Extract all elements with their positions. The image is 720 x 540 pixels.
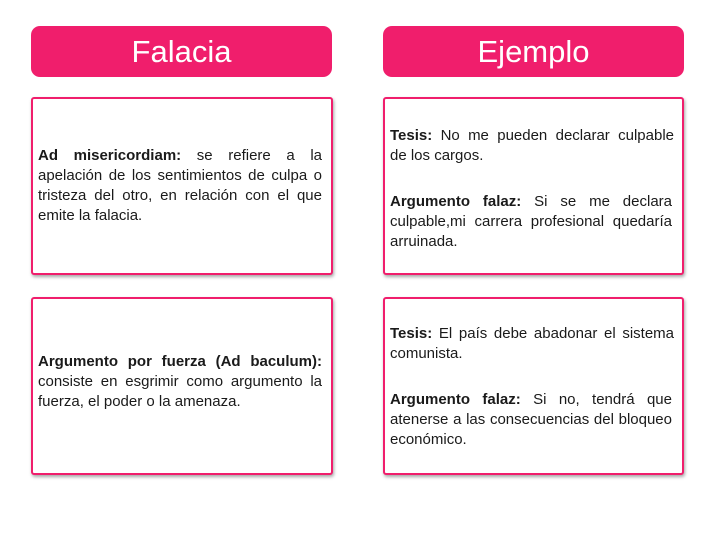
falacia-description: se refiere a la apelación de los sentimientos de culpa o tristeza del otro, en relación con el que emite la falacia.	[38, 147, 322, 224]
tesis-text: No me pueden declarar culpable de los cargos.	[390, 127, 674, 164]
falacia-description: consiste en esgrimir como argumento la fuerza, el poder o la amenaza.	[38, 373, 322, 410]
argumento-text: Si no, tendrá que atenerse a las consecuencias del bloqueo económico.	[390, 391, 672, 448]
ejemplo-header	[383, 26, 684, 77]
argumento-label: Argumento falaz:	[390, 193, 522, 210]
tesis-label: Tesis:	[390, 127, 433, 144]
argumento-text: Si se me declara culpable,mi carrera profesional quedaría arruinada.	[390, 193, 672, 250]
falacia-term: Argumento por fuerza (Ad baculum):	[38, 353, 322, 370]
tesis-text: El país debe abadonar el sistema comunista.	[390, 325, 674, 362]
falacia-header-label: Falacia	[131, 33, 232, 69]
falacia-header	[31, 26, 332, 77]
ejemplo-tesis-2	[390, 324, 674, 364]
ejemplo-header-label: Ejemplo	[477, 33, 590, 69]
falacia-baculum-text	[38, 352, 322, 412]
falacia-term: Ad misericordiam:	[38, 147, 182, 164]
ejemplo-tesis-1	[390, 126, 674, 166]
argumento-label: Argumento falaz:	[390, 391, 521, 408]
falacia-misericordiam-text	[38, 146, 322, 226]
ejemplo-argumento-1	[390, 192, 672, 252]
ejemplo-argumento-2	[390, 390, 672, 450]
tesis-label: Tesis:	[390, 325, 433, 342]
